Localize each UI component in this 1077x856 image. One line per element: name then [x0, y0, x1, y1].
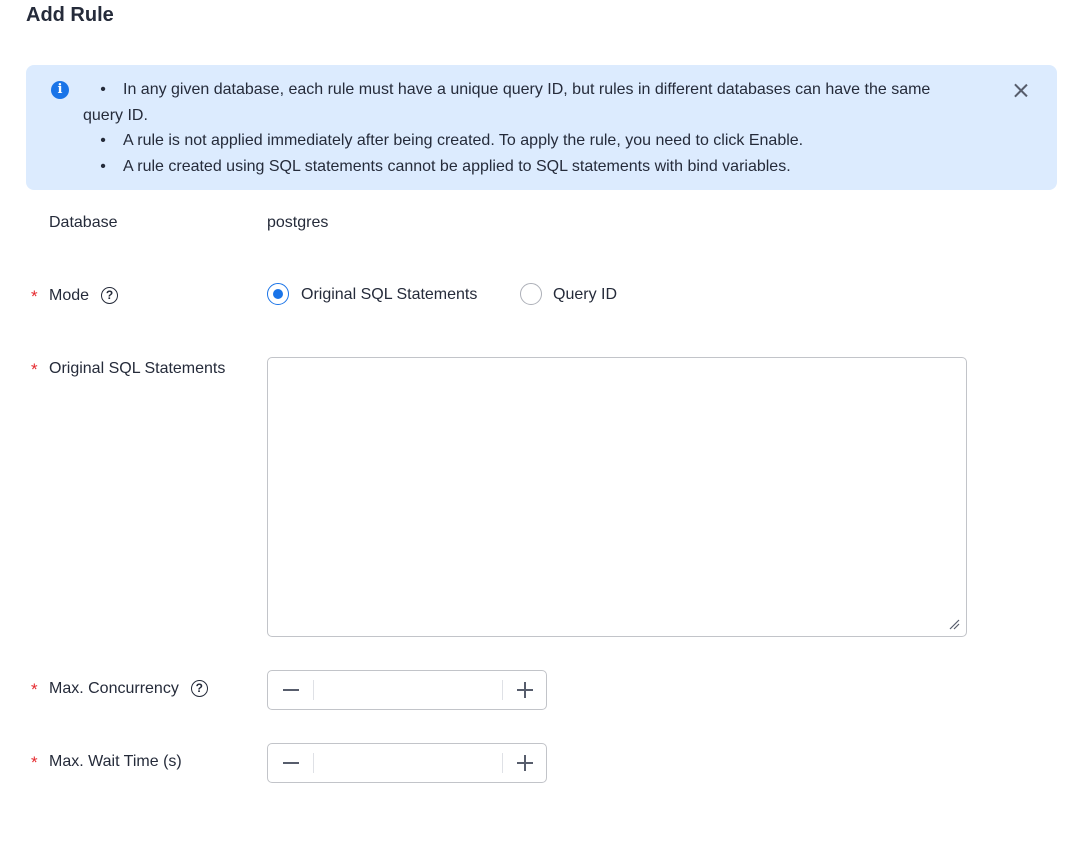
help-icon[interactable]: ? — [191, 680, 208, 697]
bullet: • — [100, 157, 106, 175]
required-mark: * — [31, 753, 38, 772]
mode-label: Mode — [49, 287, 90, 304]
database-value: postgres — [267, 214, 329, 231]
max-wait-time-label: Max. Wait Time (s) — [49, 753, 182, 770]
required-mark: * — [31, 287, 38, 306]
banner-note-text: A rule created using SQL statements cannot be applied to SQL statements with bind variables. — [123, 157, 791, 175]
database-label: Database — [49, 214, 118, 231]
max-wait-time-stepper — [267, 743, 547, 783]
max-concurrency-label: Max. Concurrency — [49, 680, 179, 697]
bullet: • — [100, 132, 106, 149]
radio-label-query-id[interactable]: Query ID — [553, 286, 618, 303]
banner-note — [83, 128, 988, 154]
banner-note-text: A rule is not applied immediately after being created. To apply the rule, you need to click Enable. — [123, 132, 804, 149]
info-banner — [26, 65, 1057, 190]
close-icon[interactable] — [1012, 81, 1030, 99]
increment-button[interactable] — [503, 744, 546, 782]
max-concurrency-input[interactable] — [314, 671, 502, 709]
page-title: Add Rule — [26, 4, 114, 26]
banner-note-continuation — [83, 103, 988, 129]
resize-handle-icon[interactable] — [948, 618, 960, 630]
info-icon: i — [51, 81, 69, 99]
max-concurrency-label-group — [49, 679, 208, 699]
sql-textarea[interactable] — [267, 357, 967, 637]
required-mark: * — [31, 680, 38, 699]
radio-query-id[interactable] — [520, 283, 542, 305]
banner-notes — [83, 77, 988, 179]
max-concurrency-stepper — [267, 670, 547, 710]
banner-note-text: query ID. — [83, 106, 148, 124]
bullet: • — [100, 81, 106, 98]
banner-note — [83, 77, 988, 103]
mode-label-group — [49, 286, 118, 306]
radio-label-original-sql[interactable]: Original SQL Statements — [301, 286, 478, 303]
help-icon[interactable]: ? — [101, 287, 118, 304]
banner-note — [83, 154, 988, 180]
radio-original-sql[interactable] — [267, 283, 289, 305]
banner-note-text: In any given database, each rule must have a unique query ID, but rules in different databases can have the same — [123, 81, 931, 98]
increment-button[interactable] — [503, 671, 546, 709]
sql-label: Original SQL Statements — [49, 360, 226, 377]
decrement-button[interactable] — [268, 671, 313, 709]
decrement-button[interactable] — [268, 744, 313, 782]
required-mark: * — [31, 360, 38, 379]
max-wait-time-input[interactable] — [314, 744, 502, 782]
